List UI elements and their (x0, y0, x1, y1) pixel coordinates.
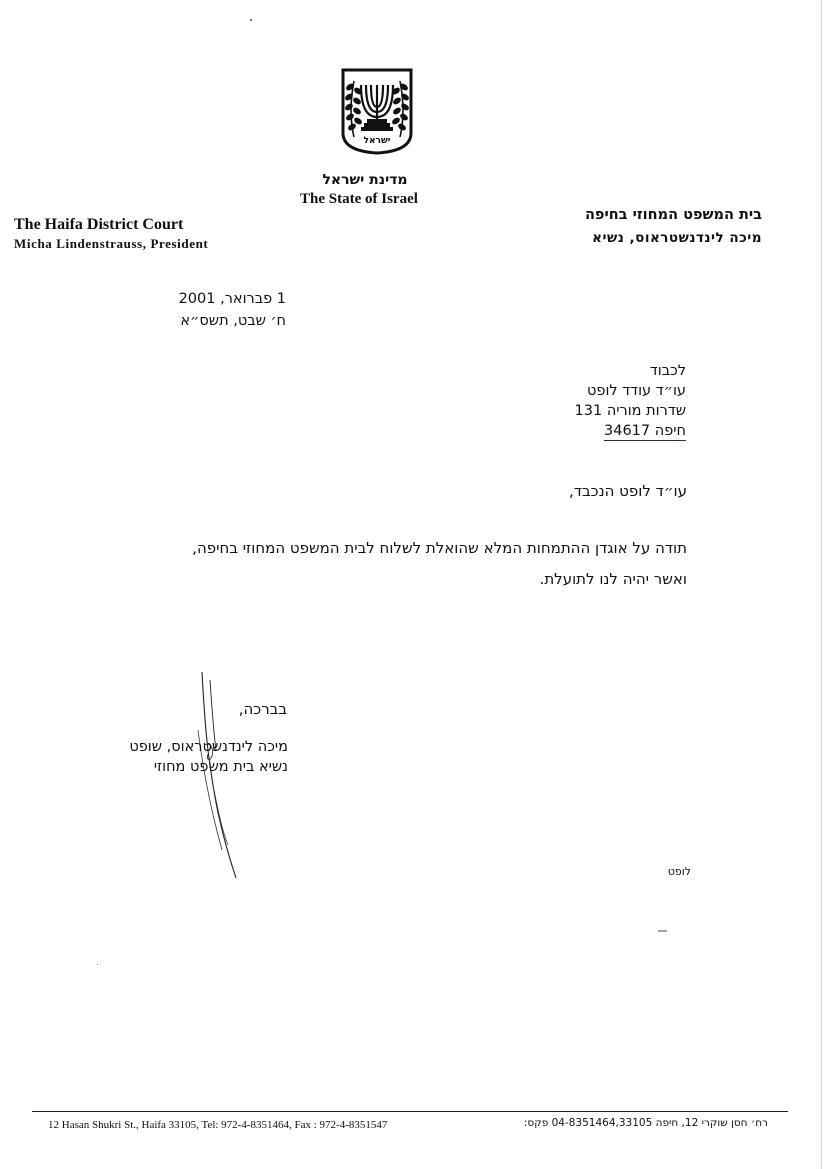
recipient-name: עו״ד עודד לופט (586, 383, 686, 399)
handwritten-signature (190, 670, 250, 885)
signer-name: מיכה לינדנשטראוס, שופט (129, 739, 288, 755)
page-edge (821, 0, 822, 1169)
date-hebrew: ח׳ שבט, תשס״א (180, 313, 286, 329)
recipient-salutation: לכבוד (649, 363, 686, 379)
ink-mark (658, 930, 667, 932)
signer-title: נשיא בית משפט מחוזי (153, 759, 288, 775)
recipient-city: חיפה 34617 (604, 423, 686, 439)
footer-address-english: 12 Hasan Shukri St., Haifa 33105, Tel: 972-4-8351464, Fax : 972-4-8351547 (48, 1119, 388, 1131)
court-name-hebrew: בית המשפט המחוזי בחיפה (584, 207, 762, 223)
scan-speck (97, 964, 98, 965)
letter-body-line-1: תודה על אוגדן ההתמחות המלא שהואלת לשלוח לבית המשפט המחוזי בחיפה, (192, 539, 687, 557)
state-name-english: The State of Israel (300, 191, 418, 207)
letter-body-line-2: ואשר יהיה לנו לתועלת. (539, 570, 687, 588)
recipient-street: שדרות מוריה 131 (574, 403, 686, 419)
letter-greeting: עו״ד לופט הנכבד, (569, 482, 687, 500)
file-note: לופט (667, 865, 691, 878)
footer-address-hebrew: רח׳ חסן שוקרי 12, חיפה 04-8351464,33105 פקס: (523, 1117, 768, 1129)
emblem-caption: ישראל (363, 136, 391, 146)
president-name-english: Micha Lindenstrauss, President (14, 236, 209, 251)
president-name-hebrew: מיכה לינדנשטראוס, נשיא (592, 230, 762, 246)
footer-rule (32, 1111, 788, 1112)
date-gregorian: 1 פברואר, 2001 (178, 291, 286, 307)
court-name-english: The Haifa District Court (14, 216, 184, 233)
scan-speck (250, 19, 252, 21)
letter-closing: בברכה, (238, 700, 287, 718)
state-name-hebrew: מדינת ישראל (322, 172, 408, 188)
